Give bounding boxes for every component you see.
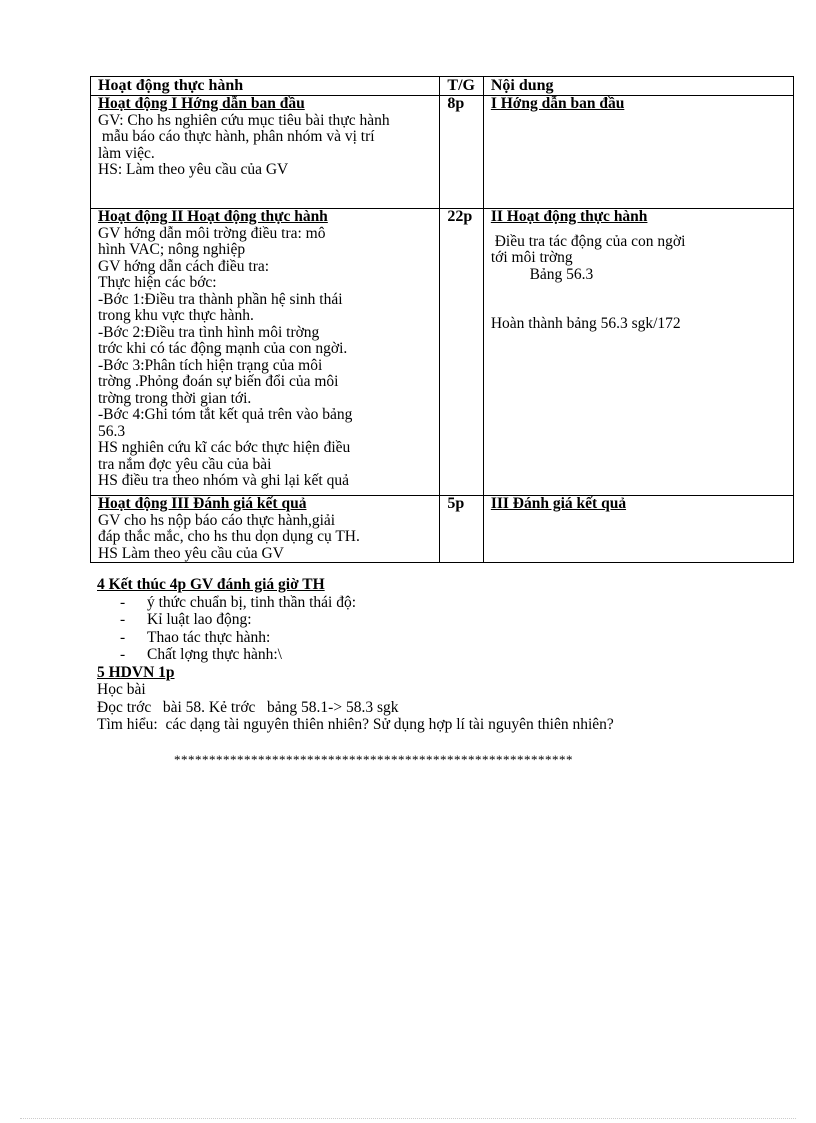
list-item: [97, 594, 614, 612]
content-title: II Hoạt động thực hành: [490, 208, 648, 225]
activity-line: hình VAC; nông nghiệp: [98, 242, 246, 258]
content-cell: [483, 209, 793, 496]
activity-title: Hoạt động II Hoạt động thực hành: [98, 208, 328, 225]
list-item-text: ý thức chuẩn bị, tinh thần thái độ:: [147, 593, 357, 611]
table-header-row: [91, 77, 794, 96]
table-row: [91, 96, 794, 209]
activity-title: Hoạt động III Đánh giá kết quả: [98, 495, 307, 512]
content-title: III Đánh giá kết quả: [490, 495, 627, 512]
content-line: Hoàn thành bảng 56.3 sgk/172: [490, 316, 681, 332]
section5-line: Tìm hiểu: các dạng tài nguyên thiên nhiên? Sử dụng hợp lí tài nguyên thiên nhiên?: [97, 716, 614, 733]
bullet-dash: -: [120, 611, 126, 628]
content-title: I Hớng dẫn ban đầu: [490, 95, 625, 112]
spacer: [491, 283, 793, 316]
activity-line: đáp thắc mắc, cho hs thu dọn dụng cụ TH.: [98, 529, 360, 545]
activity-cell: [91, 209, 440, 496]
closing-sections: [97, 576, 614, 734]
time-value: 5p: [447, 495, 465, 512]
page-bottom-border: [20, 1118, 796, 1119]
list-item-text: Kỉ luật lao động:: [147, 611, 252, 628]
activity-line: mẫu báo cáo thực hành, phân nhóm và vị trí: [98, 129, 375, 145]
activity-line: trớc khi có tác động mạnh của con ngời.: [98, 341, 348, 357]
time-cell: [440, 496, 483, 563]
star-separator: *********************************************************: [174, 752, 573, 767]
activity-line: HS nghiên cứu kĩ các bớc thực hiện điều: [98, 440, 351, 456]
bullet-dash: -: [120, 593, 126, 611]
activity-line: trờng trong thời gian tới.: [98, 390, 252, 407]
table-row: [91, 209, 794, 496]
section5-title: 5 HDVN 1p: [97, 663, 175, 681]
activity-line: GV cho hs nộp báo cáo thực hành,giải: [98, 512, 336, 529]
section5-line: Học bài: [97, 681, 146, 698]
list-item-text: Chất lợng thực hành:\: [147, 646, 282, 663]
activity-line: -Bớc 1:Điều tra thành phần hệ sinh thái: [98, 291, 343, 308]
activity-line: -Bớc 3:Phân tích hiện trạng của môi: [98, 357, 323, 374]
time-value: 8p: [447, 95, 465, 112]
activity-line: HS Làm theo yêu cầu của GV: [98, 545, 284, 562]
activity-line: trờng .Phỏng đoán sự biến đổi của môi: [98, 374, 339, 390]
activity-title: Hoạt động I Hớng dẫn ban đầu: [98, 95, 305, 112]
header-content: Nội dung: [483, 77, 793, 96]
list-item: [97, 629, 614, 647]
activity-line: GV: Cho hs nghiên cứu mục tiêu bài thực hành: [98, 112, 390, 129]
activity-line: GV hớng dẫn môi trờng điều tra: mô: [98, 225, 326, 242]
content-cell: [483, 96, 793, 209]
list-item: [97, 646, 614, 664]
bullet-dash: -: [120, 646, 126, 663]
activity-line: tra nắm đợc yêu cầu của bài: [98, 456, 272, 473]
activity-line: -Bớc 2:Điều tra tình hình môi trờng: [98, 324, 320, 341]
list-item: [97, 611, 614, 629]
activity-cell: [91, 96, 440, 209]
activity-line: 56.3: [98, 423, 126, 440]
section5-line: Đọc trớc bài 58. Kẻ trớc bảng 58.1-> 58.3 sgk: [97, 698, 399, 716]
activity-line: HS điều tra theo nhóm và ghi lại kết quả: [98, 473, 349, 489]
activity-line: trong khu vực thực hành.: [98, 308, 254, 324]
activity-line: -Bớc 4:Ghi tóm tắt kết quả trên vào bảng: [98, 407, 353, 423]
content-cell: [483, 496, 793, 563]
content-line: Bảng 56.3: [490, 266, 594, 283]
activity-line: Thực hiện các bớc:: [98, 275, 217, 291]
header-time: T/G: [440, 77, 483, 96]
time-cell: [440, 96, 483, 209]
list-item-text: Thao tác thực hành:: [147, 628, 271, 646]
content-line: tới môi trờng: [490, 250, 573, 266]
activity-line: HS: Làm theo yêu cầu của GV: [98, 162, 289, 178]
bullet-dash: -: [120, 628, 126, 646]
header-activity: Hoạt động thực hành: [91, 77, 440, 96]
table-row: [91, 496, 794, 563]
section4-list: [97, 594, 614, 664]
time-cell: [440, 209, 483, 496]
lesson-table: [90, 76, 794, 563]
time-value: 22p: [447, 208, 473, 225]
section4-title: 4 Kết thúc 4p GV đánh giá giờ TH: [97, 576, 325, 593]
content-line: Điều tra tác động của con ngời: [490, 233, 686, 250]
activity-line: làm việc.: [98, 145, 155, 162]
activity-cell: [91, 496, 440, 563]
activity-line: GV hớng dẫn cách điều tra:: [98, 258, 270, 275]
